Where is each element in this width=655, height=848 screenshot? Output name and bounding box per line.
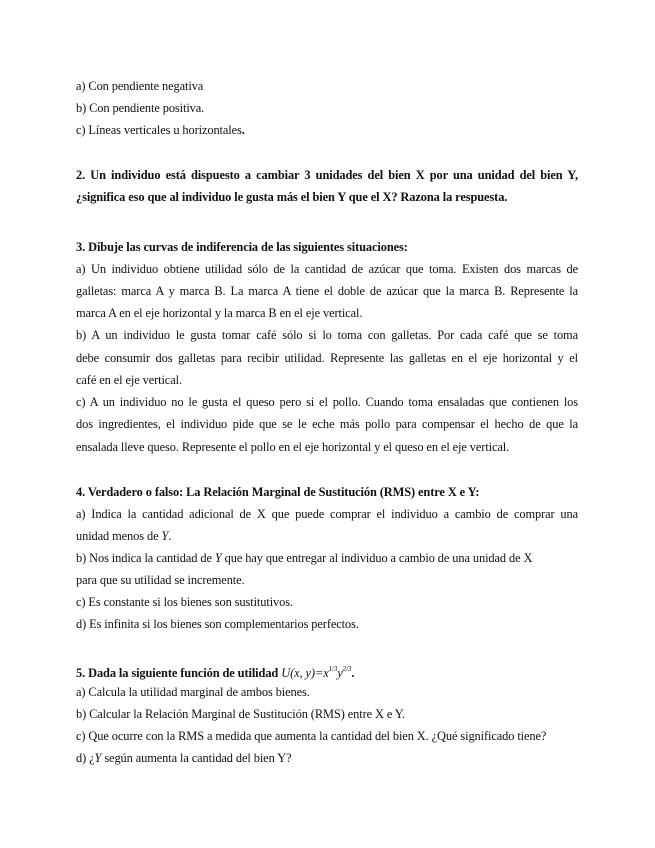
q1-option-c-text: c) Líneas verticales u horizontales [76,123,242,137]
q4-b-line-1-pre: b) Nos indica la cantidad de [76,551,215,565]
q5-title [76,661,578,681]
q3-c-line-3: ensalada lleve queso. Represente el pollo en el eje horizontal y el queso en el eje vertical. [76,440,510,454]
q4-title: 4. Verdadero o falso: La Relación Marginal de Sustitución (RMS) entre X e Y: [76,485,480,499]
q5-formula-args: (x, y) [290,666,315,680]
q2-line-1: 2. Un individuo está dispuesto a cambiar 3 unidades del bien X por una unidad del bien Y, [76,168,578,182]
q2-line-2: ¿significa eso que al individuo le gusta más el bien Y que el X? Razona la respuesta. [76,190,508,204]
q1-option-c-end: . [241,123,245,137]
q3-b-line-3: café en el eje vertical. [76,373,182,387]
q5-formula-fn: U [281,666,291,680]
q3-b-line-1: b) A un individuo le gusta tomar café sólo si lo toma con galletas. Por cada café que se toma [76,328,578,342]
q4-b-line-1-post: que hay que entregar al individuo a cambio de una unidad de X [221,551,533,565]
q4-a-var-y: Y [161,529,169,543]
q5-formula [281,666,351,680]
q4-a-line-2 [76,528,578,544]
q5-formula-eq: =x [314,666,329,680]
q3-title: 3. Dibuje las curvas de indiferencia de las siguientes situaciones: [76,240,408,254]
q5-title-end: . [351,666,355,680]
q1-option-a: a) Con pendiente negativa [76,79,204,93]
q3-a-line-3: marca A en el eje horizontal y la marca B en el eje vertical. [76,306,363,320]
q4-a-line-1: a) Indica la cantidad adicional de X que puede comprar el individuo a cambio de comprar una [76,507,578,521]
q5-option-a: a) Calcula la utilidad marginal de ambos bienes. [76,685,310,699]
q4-b-line-1 [76,550,578,566]
q3-a-line-2: galletas: marca A y marca B. La marca A tiene el doble de azúcar que la marca B. Represente la [76,284,578,298]
q5-title-text: 5. Dada la siguiente función de utilidad [76,666,282,680]
q4-b-line-2: para que su utilidad se incremente. [76,573,245,587]
q5-d-var-y: Y [94,751,102,765]
q3-a-line-1: a) Un individuo obtiene utilidad sólo de la cantidad de azúcar que toma. Existen dos marcas de [76,262,578,276]
q1-option-b: b) Con pendiente positiva. [76,101,205,115]
q4-b-var-y: Y [214,551,222,565]
q5-formula-exp-1: 1/3 [328,665,338,673]
q5-option-d-post: según aumenta la cantidad del bien Y? [101,751,292,765]
q4-option-d: d) Es infinita si los bienes son complementarios perfectos. [76,617,359,631]
q3-c-line-2: dos ingredientes, el individuo pide que se le eche más pollo para compensar el hecho de que la [76,417,578,431]
q5-option-d-pre: d) ¿ [76,751,95,765]
q5-formula-y: y [337,666,343,680]
q5-option-b: b) Calcular la Relación Marginal de Sustitución (RMS) entre X e Y. [76,707,406,721]
q5-option-d [76,750,578,766]
q1-option-c [76,122,578,138]
q5-formula-exp-2: 2/3 [342,665,352,673]
q3-c-line-1: c) A un individuo no le gusta el queso pero si el pollo. Cuando toma ensaladas que contienen los [76,395,578,409]
q4-a-line-2-post: . [168,529,172,543]
q3-b-line-2: debe consumir dos galletas para recibir utilidad. Represente las galletas en el eje horizontal y el [76,351,578,365]
q4-a-line-2-pre: unidad menos de [76,529,162,543]
q5-option-c: c) Que ocurre con la RMS a medida que aumenta la cantidad del bien X. ¿Qué significado tiene? [76,729,547,743]
q4-option-c: c) Es constante si los bienes son sustitutivos. [76,595,293,609]
